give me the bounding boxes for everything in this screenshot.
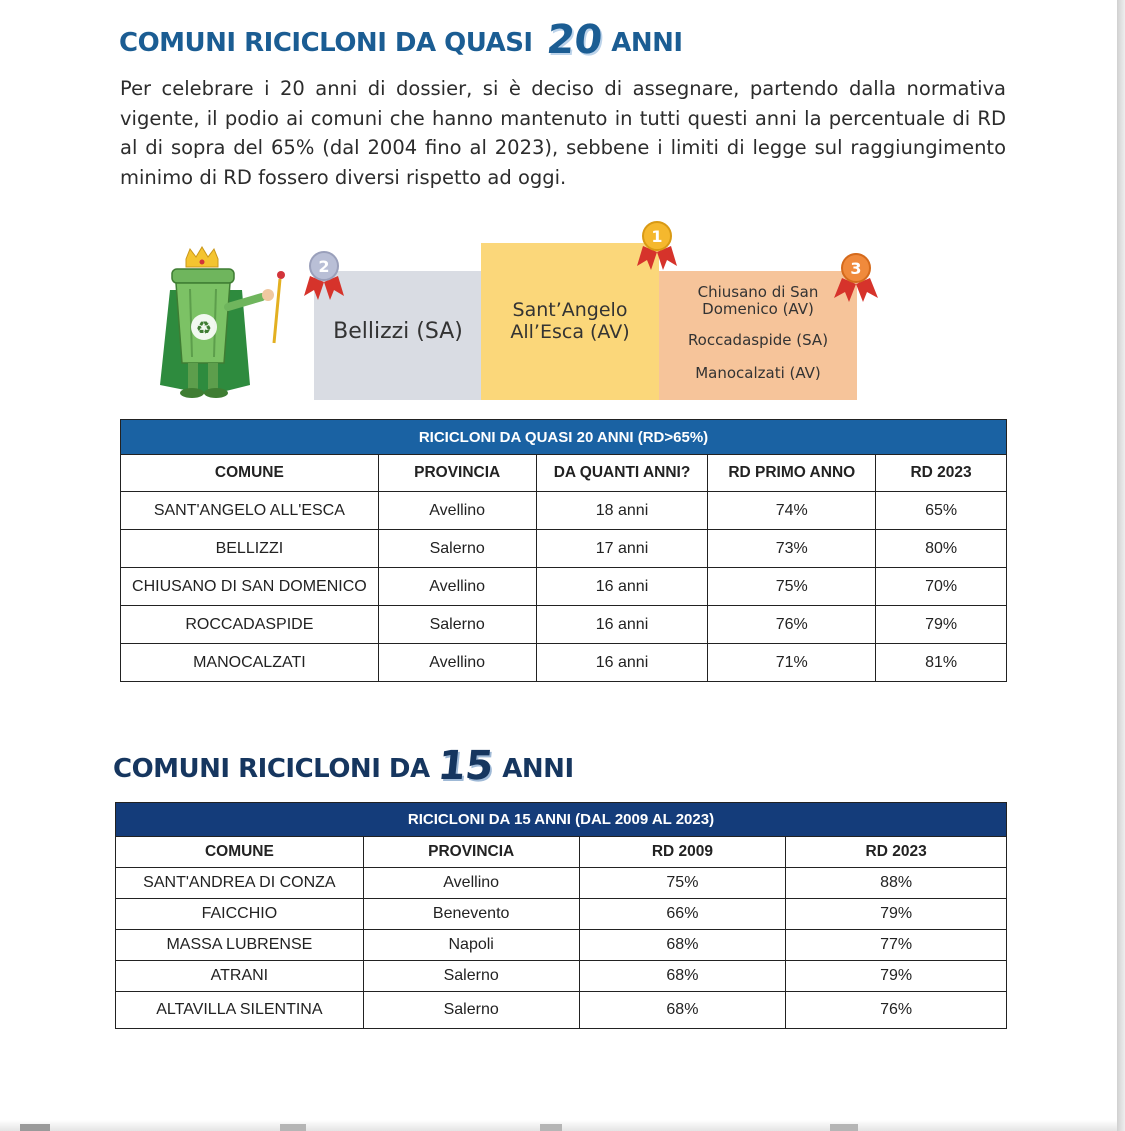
title-suffix: ANNI — [611, 28, 683, 58]
podium-first-label: Sant’Angelo All’Esca (AV) — [510, 299, 630, 343]
title-number: 15 — [435, 743, 495, 789]
recycling-bin-king-icon — [150, 245, 300, 405]
table-cell: 71% — [708, 644, 876, 682]
table-cell: 75% — [579, 868, 786, 899]
title-prefix: COMUNI RICICLONI DA QUASI — [119, 28, 533, 58]
page-edge-mark — [280, 1124, 306, 1131]
section-title-15-anni — [113, 743, 574, 789]
table-cell: 79% — [876, 606, 1007, 644]
page-edge-mark — [830, 1124, 858, 1131]
page-edge-mark — [20, 1124, 50, 1131]
table-cell: SANT'ANGELO ALL'ESCA — [121, 492, 379, 530]
table-cell: 16 anni — [536, 568, 708, 606]
silver-medal-icon — [302, 250, 346, 302]
table-cell: 66% — [579, 899, 786, 930]
table-row — [121, 644, 1007, 682]
table2-header-row — [116, 837, 1007, 868]
table1-header-comune: COMUNE — [121, 455, 379, 492]
table1-caption: RICICLONI DA QUASI 20 ANNI (RD>65%) — [121, 420, 1007, 455]
table-ricicloni-20-anni — [120, 419, 1007, 682]
podium-third-label-2: Roccadaspide (SA) — [687, 331, 829, 349]
medal-2-number: 2 — [318, 257, 330, 276]
podium-second-label: Bellizzi (SA) — [333, 319, 463, 344]
table-cell: MANOCALZATI — [121, 644, 379, 682]
table-cell: Avellino — [378, 568, 536, 606]
table-cell: Salerno — [378, 606, 536, 644]
table2-header-rd-2009: RD 2009 — [579, 837, 786, 868]
table-cell: 18 anni — [536, 492, 708, 530]
table-cell: 73% — [708, 530, 876, 568]
podium-first-place — [481, 243, 659, 400]
table-cell: Salerno — [378, 530, 536, 568]
page-shadow — [1117, 0, 1125, 1131]
table-row — [116, 868, 1007, 899]
table-cell: Salerno — [363, 992, 579, 1029]
page-edge-mark — [540, 1124, 562, 1131]
table1-header-rd-primo: RD PRIMO ANNO — [708, 455, 876, 492]
table-cell: Avellino — [378, 492, 536, 530]
table-cell: 70% — [876, 568, 1007, 606]
table-cell: 68% — [579, 992, 786, 1029]
intro-paragraph: Per celebrare i 20 anni di dossier, si è deciso di assegnare, partendo dalla normativa vigente, il podio ai comuni che hanno mantenuto in tutti questi anni la percentuale di RD al di sopra del 65% (dal 2004 fino al 2023), sebbene i limiti di legge sul raggiungimento minimo di RD fossero diversi rispetto ad oggi. — [120, 77, 1006, 189]
table-cell: 80% — [876, 530, 1007, 568]
table1-header-row — [121, 455, 1007, 492]
table-cell: 65% — [876, 492, 1007, 530]
table-row — [121, 606, 1007, 644]
table-cell: Napoli — [363, 930, 579, 961]
table-cell: MASSA LUBRENSE — [116, 930, 364, 961]
podium-third-label-3: Manocalzati (AV) — [695, 364, 821, 382]
table-cell: CHIUSANO DI SAN DOMENICO — [121, 568, 379, 606]
title-prefix: COMUNI RICICLONI DA — [113, 754, 430, 784]
table-cell: 76% — [786, 992, 1007, 1029]
table-cell: ALTAVILLA SILENTINA — [116, 992, 364, 1029]
table-cell: 74% — [708, 492, 876, 530]
table-row — [116, 899, 1007, 930]
podium-third-label-1: Chiusano di San Domenico (AV) — [697, 283, 819, 318]
table-row — [116, 930, 1007, 961]
table2-header-provincia: PROVINCIA — [363, 837, 579, 868]
bronze-medal-icon — [832, 252, 880, 304]
table-cell: 79% — [786, 899, 1007, 930]
table-cell: BELLIZZI — [121, 530, 379, 568]
table-cell: 68% — [579, 961, 786, 992]
table-cell: 16 anni — [536, 606, 708, 644]
table1-header-anni: DA QUANTI ANNI? — [536, 455, 708, 492]
table-cell: 77% — [786, 930, 1007, 961]
table-row — [116, 961, 1007, 992]
table2-header-rd-2023: RD 2023 — [786, 837, 1007, 868]
table-cell: SANT'ANDREA DI CONZA — [116, 868, 364, 899]
gold-medal-icon — [635, 220, 679, 272]
table-row — [121, 530, 1007, 568]
svg-text:♻: ♻ — [195, 318, 213, 339]
table2-header-comune: COMUNE — [116, 837, 364, 868]
table1-header-provincia: PROVINCIA — [378, 455, 536, 492]
table-row — [116, 992, 1007, 1029]
table-cell: 81% — [876, 644, 1007, 682]
title-number: 20 — [544, 17, 604, 63]
table-row — [121, 492, 1007, 530]
table-cell: 79% — [786, 961, 1007, 992]
table-cell: FAICCHIO — [116, 899, 364, 930]
table2-caption: RICICLONI DA 15 ANNI (DAL 2009 AL 2023) — [116, 803, 1007, 837]
table-cell: 75% — [708, 568, 876, 606]
table-cell: 68% — [579, 930, 786, 961]
table-cell: 17 anni — [536, 530, 708, 568]
medal-3-number: 3 — [850, 259, 862, 278]
table-cell: ROCCADASPIDE — [121, 606, 379, 644]
table-cell: Avellino — [378, 644, 536, 682]
table-cell: 76% — [708, 606, 876, 644]
table-cell: Salerno — [363, 961, 579, 992]
table-cell: 88% — [786, 868, 1007, 899]
section-title-20-anni — [119, 17, 683, 63]
table-row — [121, 568, 1007, 606]
table-ricicloni-15-anni — [115, 802, 1007, 1029]
table-cell: ATRANI — [116, 961, 364, 992]
table-cell: Avellino — [363, 868, 579, 899]
podium-third-place — [659, 271, 857, 400]
title-suffix: ANNI — [502, 754, 574, 784]
medal-1-number: 1 — [651, 227, 663, 246]
table-cell: 16 anni — [536, 644, 708, 682]
table1-header-rd-2023: RD 2023 — [876, 455, 1007, 492]
table-cell: Benevento — [363, 899, 579, 930]
